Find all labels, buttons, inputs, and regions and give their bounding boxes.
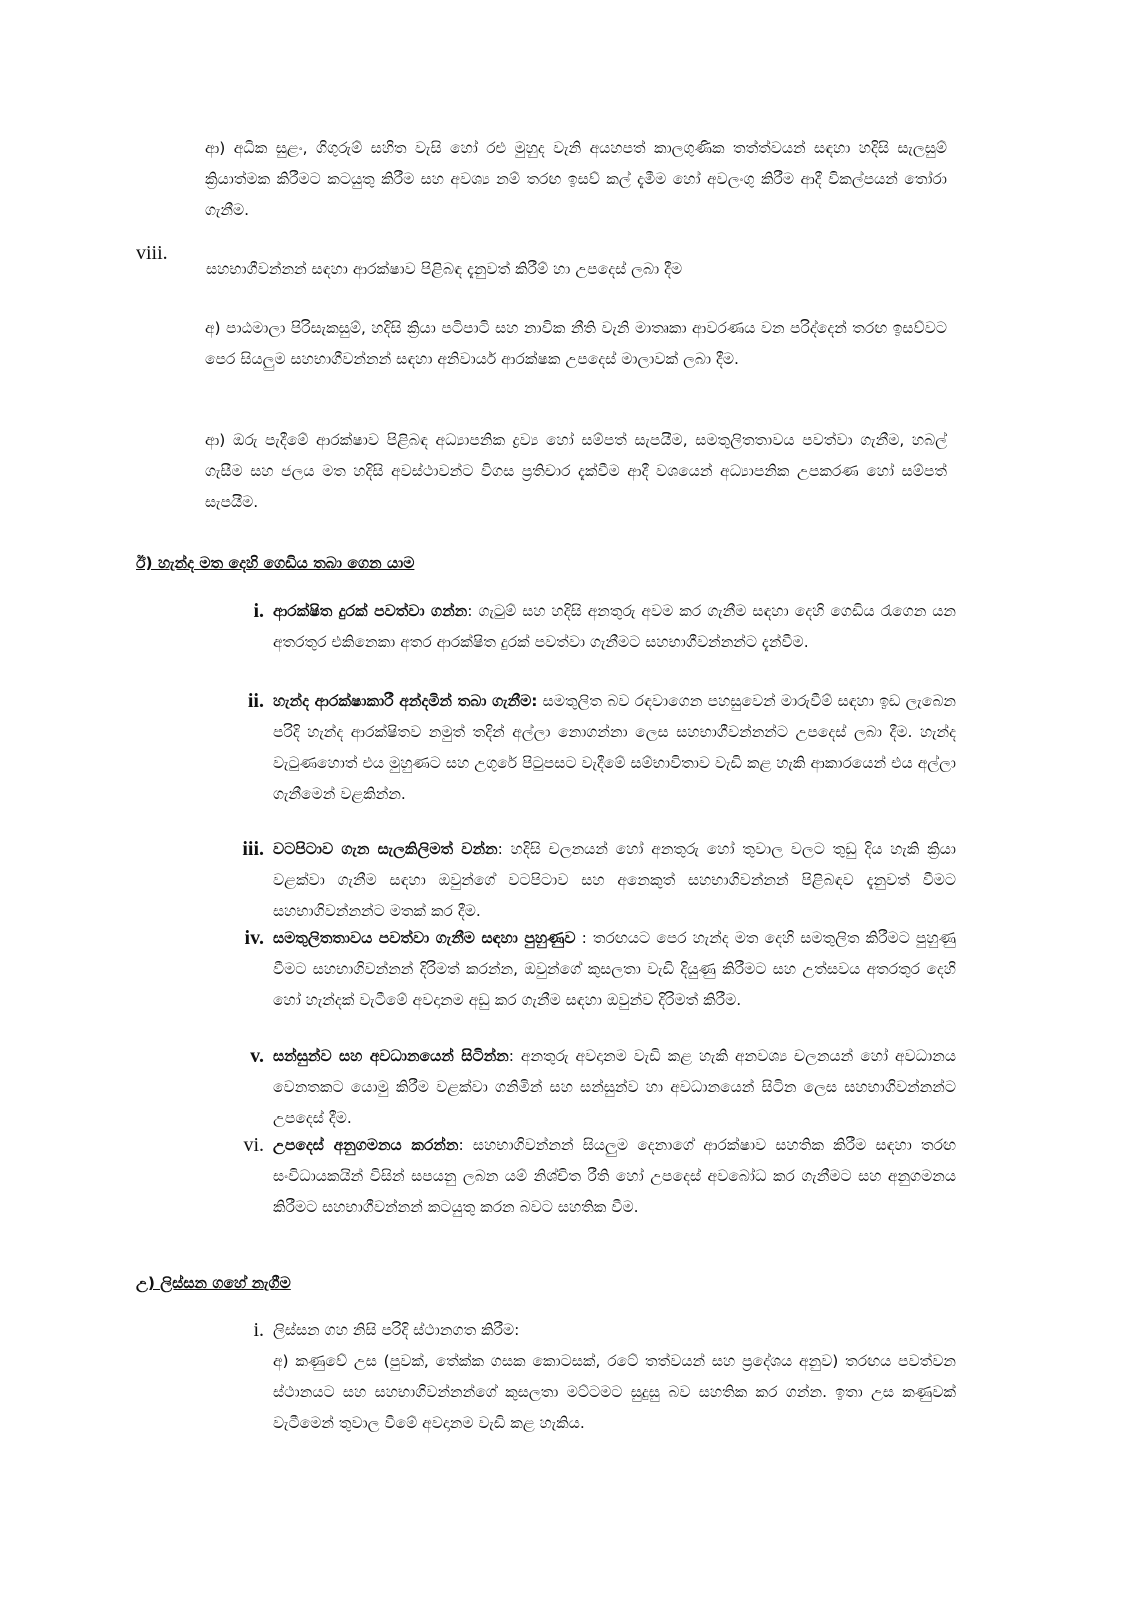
paragraph-educational-resources: ආ) ඔරු පැදීමේ ආරක්ෂාව පිළිබඳ අධ්‍යාපනික ද්‍රව්‍ය හෝ සම්පත් සැපයීම, සමතුලිතතාවය පවත්වා ගැනීම, හබල් ගැසීම සහ ජලය මත හදිසි අවස්ථාවන්ට විගස ප්‍රතිචාර දැක්වීම ආදී වශයෙන් අධ්‍යාපනික උපකරණ හෝ සම්පත් සැපයීම.: [205, 431, 947, 511]
heading-lime-spoon-race: ඊ) හැන්ද මත දෙහි ගෙඩිය තබා ගෙන යාම: [136, 554, 415, 572]
paragraph-weather-contingency: ආ) අධික සුළං, ගිගුරුම් සහිත වැසි හෝ රළු මුහුද වැනි අයහපත් කාලගුණික තත්ත්වයන් සඳහා හදිසි සැලසුම් ක්‍රියාත්මක කිරීමට කටයුතු කිරීම සහ අවශ්‍ය නම් තරඟ ඉසව් කල් දැමීම හෝ අවලංගු කිරීම ආදී විකල්පයන් තෝරා ගැනීම.: [205, 139, 947, 219]
list-item-text: හැන්ද ආරක්ෂාකාරී අන්දමින් තබා ගැනීම: සමතුලිත බව රඳවාගෙන පහසුවෙන් මාරුවීම් සඳහා ඉඩ ලැබෙන පරිදි හැන්ද ආරක්ෂිතව නමුත් තදින් අල්ලා නොගන්නා ලෙස සහභාගීවන්නන්ට උපදෙස් ලබා දීම. හැන්ද වැටුණහොත් එය මුහුණට සහ උගුරේ පිටුපසට වැදීමේ සම්භාවිතාව වැඩි කළ හැකි ආකාරයෙන් එය අල්ලා ගැනීමෙන් වළකින්න.: [273, 692, 956, 803]
section-numeral-viii: viii.: [136, 242, 168, 264]
list-item-text: උපදෙස් අනුගමනය කරන්න: සහභාගිවන්නන් සියලුම දෙනාගේ ආරක්ෂාව සහතික කිරීම සඳහා තරඟ සංවිධායකයින් විසින් සපයනු ලබන යම් නිශ්චිත රීති හෝ උපදෙස් අවබෝධ කර ගැනීමට සහ අනුගමනය කිරීමට සහභාගීවන්නන් කටයුතු කරන බවට සහතික වීම.: [273, 1136, 956, 1216]
list-item-number: iv.: [244, 927, 264, 949]
list-item-number: vi.: [243, 1134, 264, 1156]
list-item-text: සමතුලිතතාවය පවත්වා ගැනීම සඳහා පුහුණුව : තරඟයට පෙර හැන්ද මත දෙහි සමතුලිත කිරීමට පුහුණු වීමට සහභාගිවන්නන් දිරිමත් කරන්න, ඔවුන්ගේ කුසලතා වැඩි දියුණු කිරීමට සහ උත්සවය අතරතුර දෙහි හෝ හැන්දක් වැටීමේ අවදානම අඩු කර ගැනීම සඳහා ඔවුන්ව දිරිමත් කිරීම.: [273, 929, 956, 1009]
heading-greasy-pole: උ) ලිස්සන ගහේ නැගීම: [136, 1274, 291, 1292]
list-item-number: i.: [253, 600, 264, 622]
list-item-paragraph: අ) කණුවේ උස (පුවක්, තේක්ක ගසක කොටසක්, රටේ තත්වයන් සහ ප්‍රදේශය අනුව) තරඟය පවත්වන ස්ථානයට සහ සහභාගිවන්නන්ගේ කුසලතා මට්ටමට සුදුසු බව සහතික කර ගන්න. ඉතා උස කණුවක් වැටීමෙන් තුවාල වීමේ අවදානම වැඩි කළ හැකිය.: [273, 1352, 956, 1432]
list-item-number: i.: [253, 1319, 264, 1341]
list-item-title: ලිස්සන ගහ නිසි පරිදි ස්ථානගත කිරීම:: [273, 1321, 520, 1339]
list-item-number: iii.: [242, 838, 264, 860]
list-item-text: ආරක්ෂිත දුරක් පවත්වා ගන්න: ගැටුම් සහ හදිසි අනතුරු අවම කර ගැනීම සඳහා දෙහි ගෙඩිය රැගෙන යන අතරතුර එකිනෙකා අතර ආරක්ෂිත දුරක් පවත්වා ගැනීමට සහභාගීවන්නන්ට දැන්වීම.: [273, 602, 957, 651]
paragraph-mandatory-briefing: අ) පාඨමාලා පිරිසැකසුම්, හදිසි ක්‍රියා පටිපාටි සහ නාවික නීති වැනි මාතෘකා ආවරණය වන පරිද්දෙන් තරඟ ඉසව්වට පෙර සියලුම සහභාගීවන්නන් සඳහා අනිවාර්ය ආරක්ෂක උපදෙස් මාලාවක් ලබා දීම.: [205, 319, 947, 368]
section-title-safety-briefing: සහභාගීවන්නන් සඳහා ආරක්ෂාව පිළිබඳ දැනුවත් කිරීම් හා උපදෙස් ලබා දීම: [206, 260, 683, 278]
list-item-text: වටපිටාව ගැන සැලකිලිමත් වන්න: හදිසි චලනයන් හෝ අනතුරු හෝ තුවාල වලට තුඩු දිය හැකි ක්‍රියා වළක්වා ගැනීම සඳහා ඔවුන්ගේ වටපිටාව සහ අනෙකුත් සහභාගිවන්නන් පිළිබඳව දැනුවත් වීමට සහභාගිවන්නන්ට මතක් කර දීම.: [273, 840, 957, 920]
list-item-text: [273, 1315, 956, 1439]
list-item-number: v.: [250, 1045, 264, 1067]
list-item-text: සන්සුන්ව සහ අවධානයෙන් සිටින්න: අනතුරු අවදානම වැඩි කළ හැකි අනවශ්‍ය චලනයන් හෝ අවධානය වෙනතකට යොමු කිරීම වළක්වා ගනිමින් සහ සන්සුන්ව හා අවධානයෙන් සිටින ලෙස සහභාගිවන්නන්ට උපදෙස් දීම.: [273, 1047, 956, 1127]
list-item-number: ii.: [247, 690, 264, 712]
